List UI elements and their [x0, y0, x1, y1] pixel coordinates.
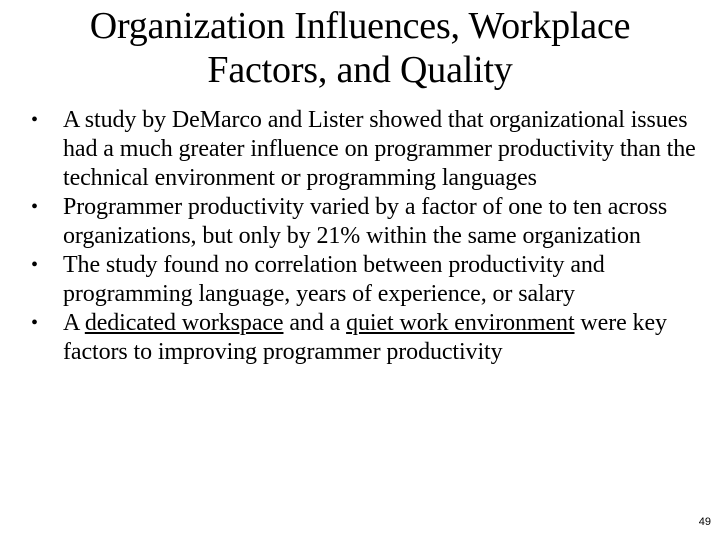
bullet-text-4-prefix: A: [63, 310, 85, 336]
bullet-list: [0, 106, 720, 367]
slide-title-line-1: Organization Influences, Workplace: [89, 5, 631, 47]
slide-title-line-2: Factors, and Quality: [207, 49, 513, 91]
bullet-text-4-suffix: were key factors to improving programmer productivity: [63, 310, 667, 365]
slide-title: [20, 4, 700, 92]
bullet-item-3: [0, 251, 720, 309]
bullet-item-2: [0, 193, 720, 251]
bullet-item-4: [0, 309, 720, 367]
dedicated-workspace-phrase: dedicated workspace: [84, 310, 284, 336]
bullet-text-2: Programmer productivity varied by a factor of one to ten across organizations, but only by 21% within the same organization: [63, 194, 668, 249]
bullet-marker: •: [31, 312, 38, 334]
bullet-text-3: The study found no correlation between productivity and programming language, years of experience, or salary: [63, 252, 605, 307]
quiet-work-environment-phrase: quiet work environment: [346, 310, 575, 336]
bullet-text-1: A study by DeMarco and Lister showed that organizational issues had a much greater influence on programmer productivity than the technical environment or programming languages: [63, 107, 696, 191]
bullet-text-4-middle: and a: [283, 310, 347, 336]
bullet-marker: •: [31, 254, 38, 276]
bullet-marker: •: [31, 109, 38, 131]
bullet-item-1: [0, 106, 720, 193]
page-number: 49: [698, 516, 711, 528]
bullet-marker: •: [31, 196, 38, 218]
